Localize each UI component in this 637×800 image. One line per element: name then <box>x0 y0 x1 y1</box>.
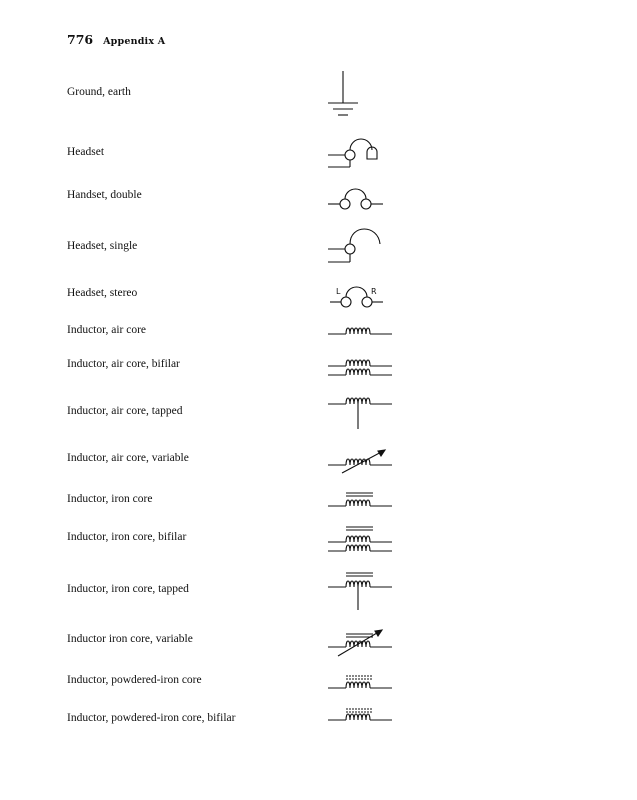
inductor-iron-core-tapped-symbol-icon <box>328 573 392 610</box>
stereo-left-label: L <box>336 287 341 296</box>
section-title: Appendix A <box>103 36 166 47</box>
inductor-powdered-iron-core-symbol-icon <box>328 676 392 688</box>
inductor-iron-core-bifilar-symbol-icon <box>328 527 392 551</box>
inductor-air-core-bifilar-symbol-icon <box>328 360 392 375</box>
symbol-label: Inductor, powdered-iron core, bifilar <box>67 712 236 724</box>
headset-symbol-icon <box>328 139 377 167</box>
symbol-label: Inductor, iron core <box>67 493 153 505</box>
inductor-air-core-symbol-icon <box>328 328 392 334</box>
symbol-label: Headset, single <box>67 240 138 252</box>
inductor-air-core-variable-symbol-icon <box>328 450 392 473</box>
inductor-air-core-tapped-symbol-icon <box>328 398 392 429</box>
symbol-label: Inductor, air core, variable <box>67 452 189 464</box>
handset-double-symbol-icon <box>328 189 383 209</box>
symbol-label: Inductor iron core, variable <box>67 633 193 645</box>
symbol-label: Inductor, air core, bifilar <box>67 358 180 370</box>
inductor-iron-core-variable-symbol-icon <box>328 630 392 656</box>
symbol-label: Inductor, air core <box>67 324 147 336</box>
ground-symbol-icon <box>328 71 358 115</box>
headset-stereo-symbol-icon <box>330 287 383 307</box>
page-number: 776 <box>67 32 94 47</box>
symbol-label: Headset, stereo <box>67 287 138 299</box>
inductor-powdered-iron-core-bifilar-symbol-icon <box>328 709 392 720</box>
symbol-label: Ground, earth <box>67 86 131 98</box>
symbol-label: Inductor, iron core, tapped <box>67 583 189 595</box>
symbol-label: Headset <box>67 146 105 158</box>
inductor-iron-core-symbol-icon <box>328 493 392 506</box>
symbol-label: Handset, double <box>67 189 142 201</box>
stereo-right-label: R <box>371 287 377 296</box>
headset-single-symbol-icon <box>328 229 380 262</box>
symbol-label: Inductor, powdered-iron core <box>67 674 202 686</box>
symbol-label: Inductor, air core, tapped <box>67 405 183 417</box>
symbol-label: Inductor, iron core, bifilar <box>67 531 187 543</box>
